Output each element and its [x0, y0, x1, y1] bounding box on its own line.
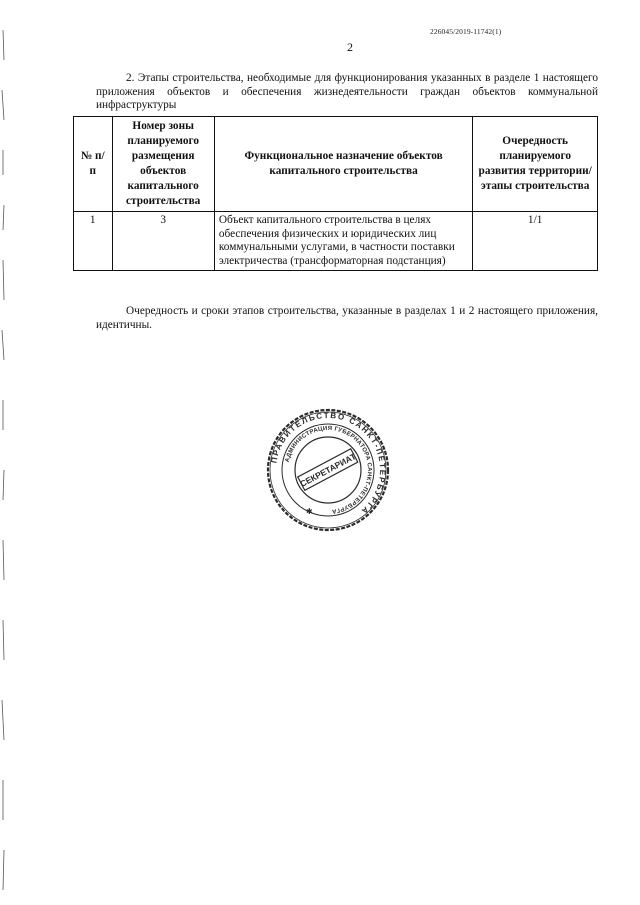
left-margin-scan-marks	[0, 0, 8, 905]
table-row	[74, 212, 598, 271]
cell-zone: 3	[112, 212, 214, 271]
document-number: 226045/2019-11742(1)	[430, 27, 502, 36]
closing-paragraph: Очередность и сроки этапов строительства, указанные в разделах 1 и 2 настоящего приложения, идентичны.	[96, 305, 598, 331]
column-header-zone: Номер зоны планируемого размещения объектов капитального строительства	[112, 117, 214, 212]
construction-stages-table	[73, 116, 598, 271]
official-seal-stamp	[266, 408, 390, 532]
stamp-outer-text: ПРАВИТЕЛЬСТВО САНКТ-ПЕТЕРБУРГА	[269, 410, 388, 517]
section-intro-paragraph: 2. Этапы строительства, необходимые для функционирования указанных в разделе 1 настоящего приложения объектов и обеспечения жизнедеятельности граждан объектов коммунальной инфраструктуры	[96, 72, 598, 111]
cell-number: 1	[74, 212, 113, 271]
column-header-number: № п/п	[74, 117, 113, 212]
page-number: 2	[347, 40, 353, 54]
cell-stage: 1/1	[473, 212, 598, 271]
column-header-purpose: Функциональное назначение объектов капитального строительства	[214, 117, 472, 212]
table-header-row	[74, 117, 598, 212]
column-header-stage: Очередность планируемого развития территории/этапы строительства	[473, 117, 598, 212]
stamp-center-text: СЕКРЕТАРИАТ	[298, 451, 358, 489]
stamp-inner-text: АДМИНИСТРАЦИЯ ГУБЕРНАТОРА САНКТ-ПЕТЕРБУРГА	[284, 425, 373, 514]
cell-purpose: Объект капитального строительства в целях обеспечения физических и юридических лиц коммунальными услугами, в частности поставки электричества (трансформаторная подстанция)	[214, 212, 472, 271]
stamp-star-icon: ✱	[306, 507, 313, 516]
